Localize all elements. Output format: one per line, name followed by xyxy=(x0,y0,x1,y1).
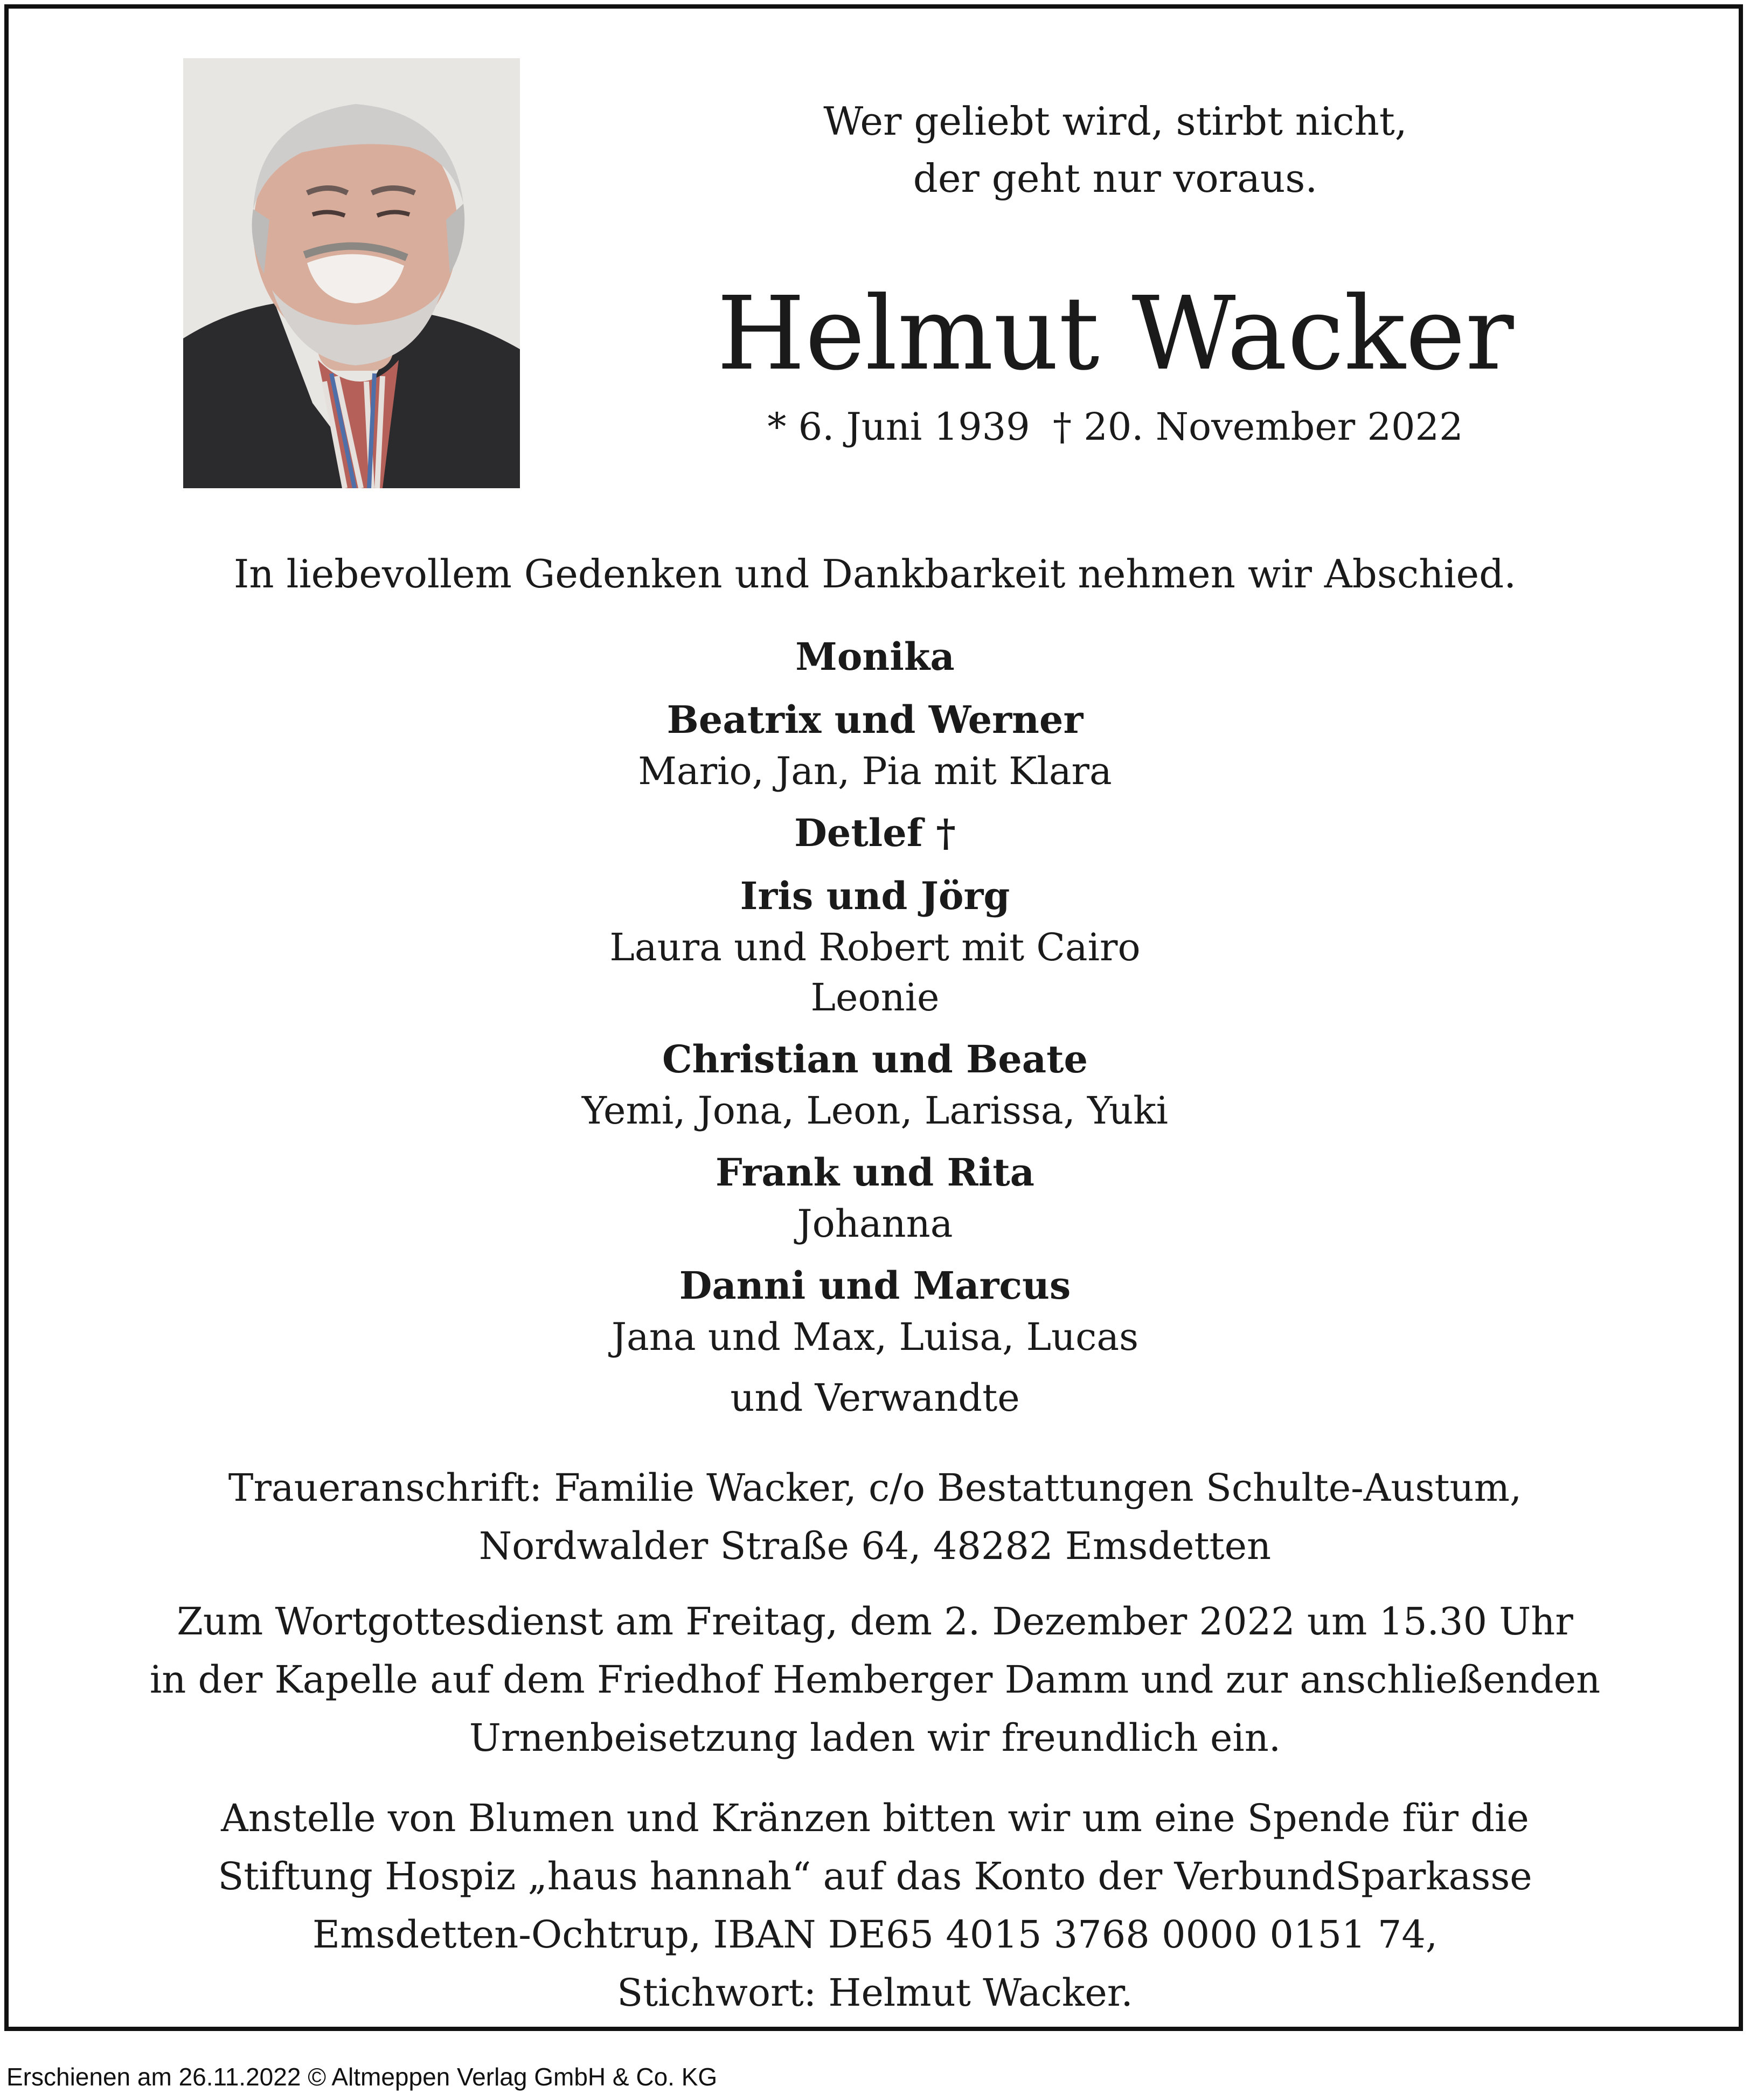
service-line: Zum Wortgottesdienst am Freitag, dem 2. Dezember 2022 um 15.30 Uhr xyxy=(177,1599,1573,1644)
portrait-illustration xyxy=(183,58,520,488)
address-line: Traueranschrift: Familie Wacker, c/o Bestattungen Schulte-Austum, xyxy=(228,1466,1522,1510)
donation-info xyxy=(0,1789,1750,2022)
deceased-name: Helmut Wacker xyxy=(717,275,1514,393)
family-children: Laura und Robert mit Cairo xyxy=(609,925,1141,969)
family-member: Beatrix und Werner xyxy=(666,697,1084,742)
family-member: Monika xyxy=(795,634,955,679)
family-children: Johanna xyxy=(797,1202,953,1246)
service-line: Urnenbeisetzung laden wir freundlich ein. xyxy=(469,1716,1281,1760)
family-member: Christian und Beate xyxy=(662,1037,1088,1082)
relatives-line: und Verwandte xyxy=(730,1376,1020,1420)
family-children: Leonie xyxy=(810,975,940,1020)
donation-line: Stichwort: Helmut Wacker. xyxy=(617,1971,1133,2015)
mourning-address xyxy=(0,1459,1750,1575)
service-info xyxy=(0,1592,1750,1767)
death-date: † 20. November 2022 xyxy=(1052,405,1463,449)
service-line: in der Kapelle auf dem Friedhof Hemberger Damm und zur anschließenden xyxy=(149,1658,1601,1702)
family-member: Danni und Marcus xyxy=(679,1263,1071,1308)
family-children: Yemi, Jona, Leon, Larissa, Yuki xyxy=(581,1089,1169,1133)
quote-line: der geht nur voraus. xyxy=(913,156,1318,201)
publication-footer: Erschienen am 26.11.2022 © Altmeppen Verlag GmbH & Co. KG xyxy=(6,2063,718,2091)
address-line: Nordwalder Straße 64, 48282 Emsdetten xyxy=(478,1524,1272,1568)
quote-line: Wer geliebt wird, stirbt nicht, xyxy=(823,99,1407,144)
donation-line: Anstelle von Blumen und Kränzen bitten wir um eine Spende für die xyxy=(221,1796,1529,1840)
family-member: Detlef † xyxy=(794,810,956,855)
farewell-text: In liebevollem Gedenken und Dankbarkeit nehmen wir Abschied. xyxy=(233,551,1517,597)
family-member: Iris und Jörg xyxy=(740,874,1010,918)
quote xyxy=(711,93,1519,207)
donation-line: Stiftung Hospiz „haus hannah“ auf das Konto der VerbundSparkasse xyxy=(218,1854,1532,1898)
birth-date: * 6. Juni 1939 xyxy=(767,405,1030,449)
portrait-photo xyxy=(183,58,520,488)
family-children: Mario, Jan, Pia mit Klara xyxy=(638,749,1112,793)
life-dates xyxy=(711,400,1519,454)
family-list xyxy=(0,630,1750,1424)
family-member: Frank und Rita xyxy=(715,1150,1035,1195)
donation-line: Emsdetten-Ochtrup, IBAN DE65 4015 3768 0000 0151 74, xyxy=(312,1912,1438,1957)
family-children: Jana und Max, Luisa, Lucas xyxy=(611,1315,1139,1359)
